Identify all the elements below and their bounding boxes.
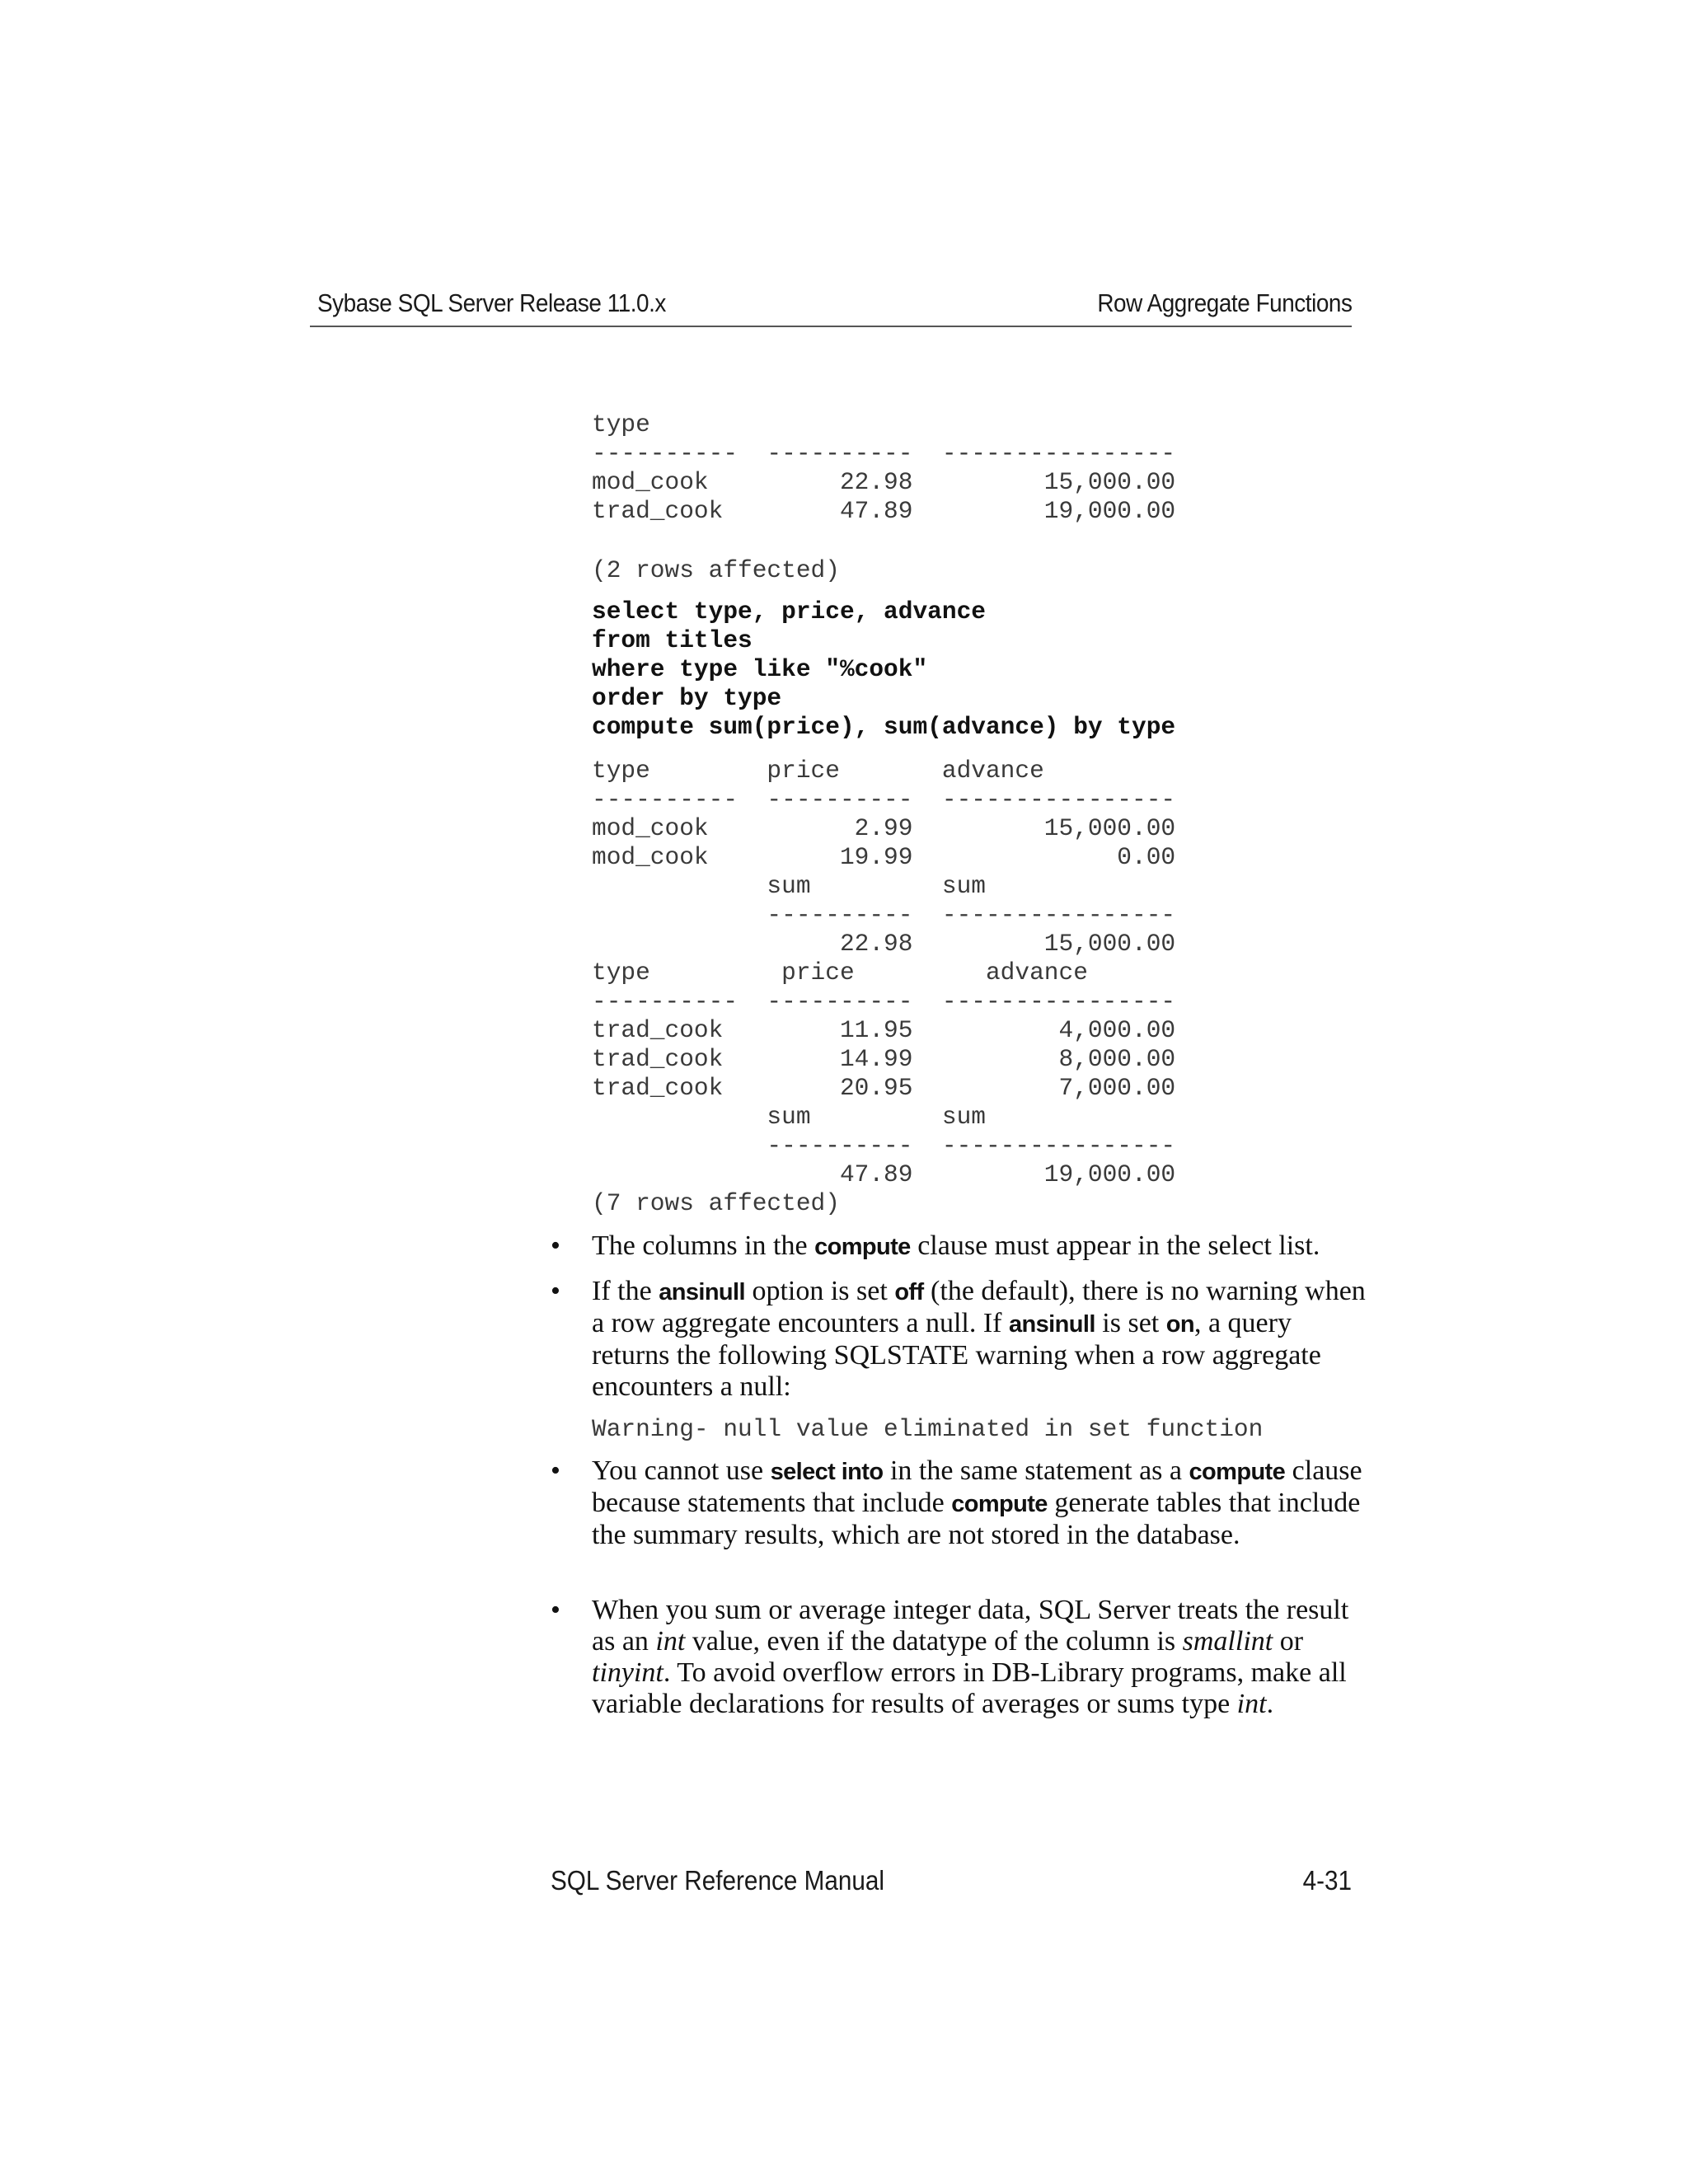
- bullet-text: If the ansinull option is set off (the default), there is no warning when a row aggregate encounters a null. If ansinull is set on, a query returns the following SQLSTATE warning when a row aggregate encounters a null:: [592, 1276, 1366, 1402]
- bullet-item-compute-columns: [551, 1230, 1367, 1263]
- page-number: 4-31: [1302, 1865, 1352, 1896]
- rows-affected-2: (2 rows affected): [592, 556, 840, 584]
- footer-manual-title: SQL Server Reference Manual: [551, 1865, 884, 1896]
- bullet-icon: •: [551, 1276, 560, 1306]
- running-header-left: Sybase SQL Server Release 11.0.x: [317, 288, 666, 317]
- bullet-icon: •: [551, 1230, 560, 1261]
- bullet-item-ansinull: [551, 1276, 1367, 1403]
- bullet-icon: •: [551, 1455, 560, 1486]
- code-output-summary: type ---------- ---------- ---------------- mod_cook 22.98 15,000.00 trad_cook 47.89 19,000.00: [592, 410, 1176, 525]
- bullet-text: When you sum or average integer data, SQL Server treats the result as an int value, even if the datatype of the column is smallint or tinyint. To avoid overflow errors in DB-Library programs, make all variable declarations for results of averages or sums type int.: [592, 1595, 1349, 1719]
- header-rule: [310, 326, 1352, 327]
- bullet-icon: •: [551, 1595, 560, 1625]
- bullet-item-select-into: [551, 1455, 1367, 1551]
- bullet-text: The columns in the compute clause must appear in the select list.: [592, 1230, 1320, 1261]
- code-output-result: type price advance ---------- ---------- ---------------- mod_cook 2.99 15,000.00 mod_cook 19.99 0.00 sum sum ---------- ---------------- 22.98 15,000.00 type price advance ---------- ---------- ---------------- trad_cook 11.95 4,000.00 trad_cook 14.99 8,000.00 trad_cook 20.95 7,000.00 sum sum ---------- ---------------- 47.89 19,000.00 (7 rows affected): [592, 757, 1176, 1217]
- warning-message-code: Warning- null value eliminated in set function: [592, 1415, 1264, 1443]
- bullet-text: You cannot use select into in the same statement as a compute clause because statements that include compute generate tables that include the summary results, which are not stored in the database.: [592, 1455, 1362, 1550]
- sql-query: select type, price, advance from titles where type like "%cook" order by type compute sum(price), sum(advance) by type: [592, 598, 1176, 741]
- bullet-item-integer-sum: [551, 1595, 1367, 1720]
- running-header-right: Row Aggregate Functions: [1096, 288, 1352, 317]
